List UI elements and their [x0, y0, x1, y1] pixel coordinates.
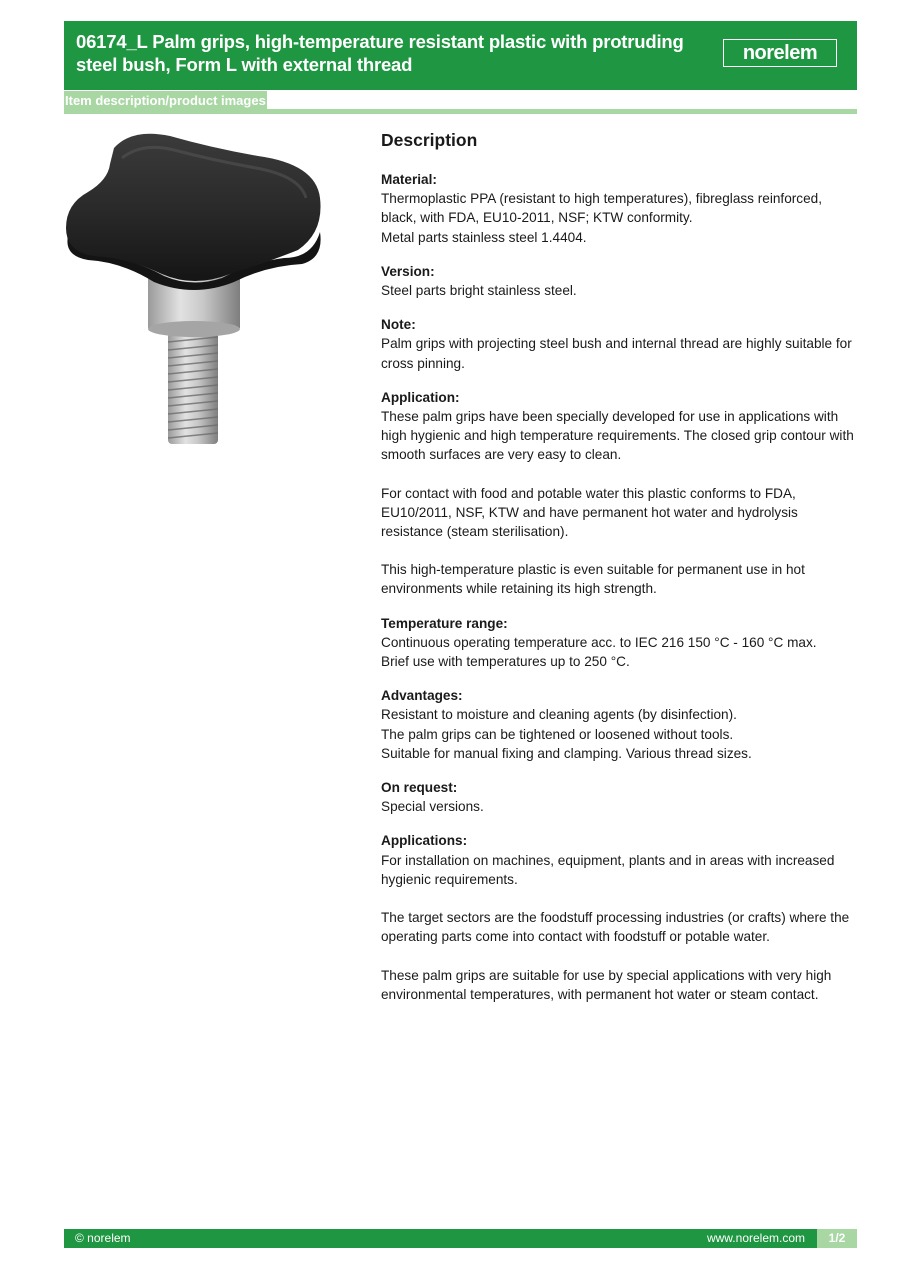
description-section [381, 686, 861, 763]
description-section [381, 170, 861, 247]
section-paragraph: For contact with food and potable water this plastic conforms to FDA, EU10/2011, NSF, KTW and have permanent hot water and hydrolysis resistance (steam sterilisation). [381, 485, 798, 540]
section-paragraph: The target sectors are the foodstuff processing industries (or crafts) where the operating parts come into contact with foodstuff or potable water. [381, 910, 850, 945]
description-section [381, 778, 861, 816]
section-heading: Advantages: [381, 688, 463, 704]
norelem-logo: norelem [723, 39, 837, 67]
footer-copyright: © norelem [75, 1231, 131, 1245]
page-title: 06174_L Palm grips, high-temperature resistant plastic with protruding steel bush, Form L with external thread [76, 31, 684, 75]
footer-website-link[interactable]: www.norelem.com [706, 1231, 805, 1245]
description-section [381, 315, 861, 373]
section-heading: Applications: [381, 833, 468, 849]
section-paragraph: Thermoplastic PPA (resistant to high temperatures), fibreglass reinforced, black, with FDA, EU10-2011, NSF; KTW conformity. Metal parts stainless steel 1.4404. [381, 191, 822, 245]
section-paragraph: Special versions. [381, 799, 484, 815]
section-heading: Application: [381, 389, 460, 405]
description-sections [381, 170, 861, 1004]
section-paragraph: Resistant to moisture and cleaning agents (by disinfection). The palm grips can be tightened or loosened without tools. Suitable for manual fixing and clamping. Various thread sizes. [381, 707, 752, 761]
description-section [381, 614, 861, 672]
section-heading: Temperature range: [381, 615, 508, 631]
section-paragraph: These palm grips have been specially developed for use in applications with high hygienic and high temperature requirements. The closed grip contour with smooth surfaces are very easy to clean. [381, 409, 854, 463]
section-paragraph: These palm grips are suitable for use by special applications with very high environmental temperatures, with permanent hot water or steam contact. [381, 967, 832, 1002]
footer-bar [64, 1229, 857, 1248]
description-section [381, 262, 861, 300]
section-heading: On request: [381, 780, 458, 796]
description-section [381, 831, 861, 1003]
header-bar [64, 21, 857, 90]
section-paragraph: Palm grips with projecting steel bush and internal thread are highly suitable for cross pinning. [381, 336, 852, 371]
section-heading: Note: [381, 317, 416, 333]
description-section [381, 388, 861, 599]
section-paragraph: This high-temperature plastic is even suitable for permanent use in hot environments while retaining its high strength. [381, 562, 805, 597]
section-paragraph: Steel parts bright stainless steel. [381, 283, 577, 299]
description-title: Description [381, 130, 478, 150]
section-heading: Version: [381, 263, 435, 279]
section-paragraph: Continuous operating temperature acc. to IEC 216 150 °C - 160 °C max. Brief use with temperatures up to 250 °C. [381, 634, 817, 670]
description-panel [381, 128, 861, 1019]
palm-grip-product-image [62, 128, 326, 450]
section-heading: Material: [381, 172, 437, 187]
section-tab-item-description: Item description/product images [64, 91, 267, 111]
page-number: 1/2 [817, 1229, 857, 1248]
section-paragraph: For installation on machines, equipment, plants and in areas with increased hygienic requirements. [381, 852, 835, 887]
